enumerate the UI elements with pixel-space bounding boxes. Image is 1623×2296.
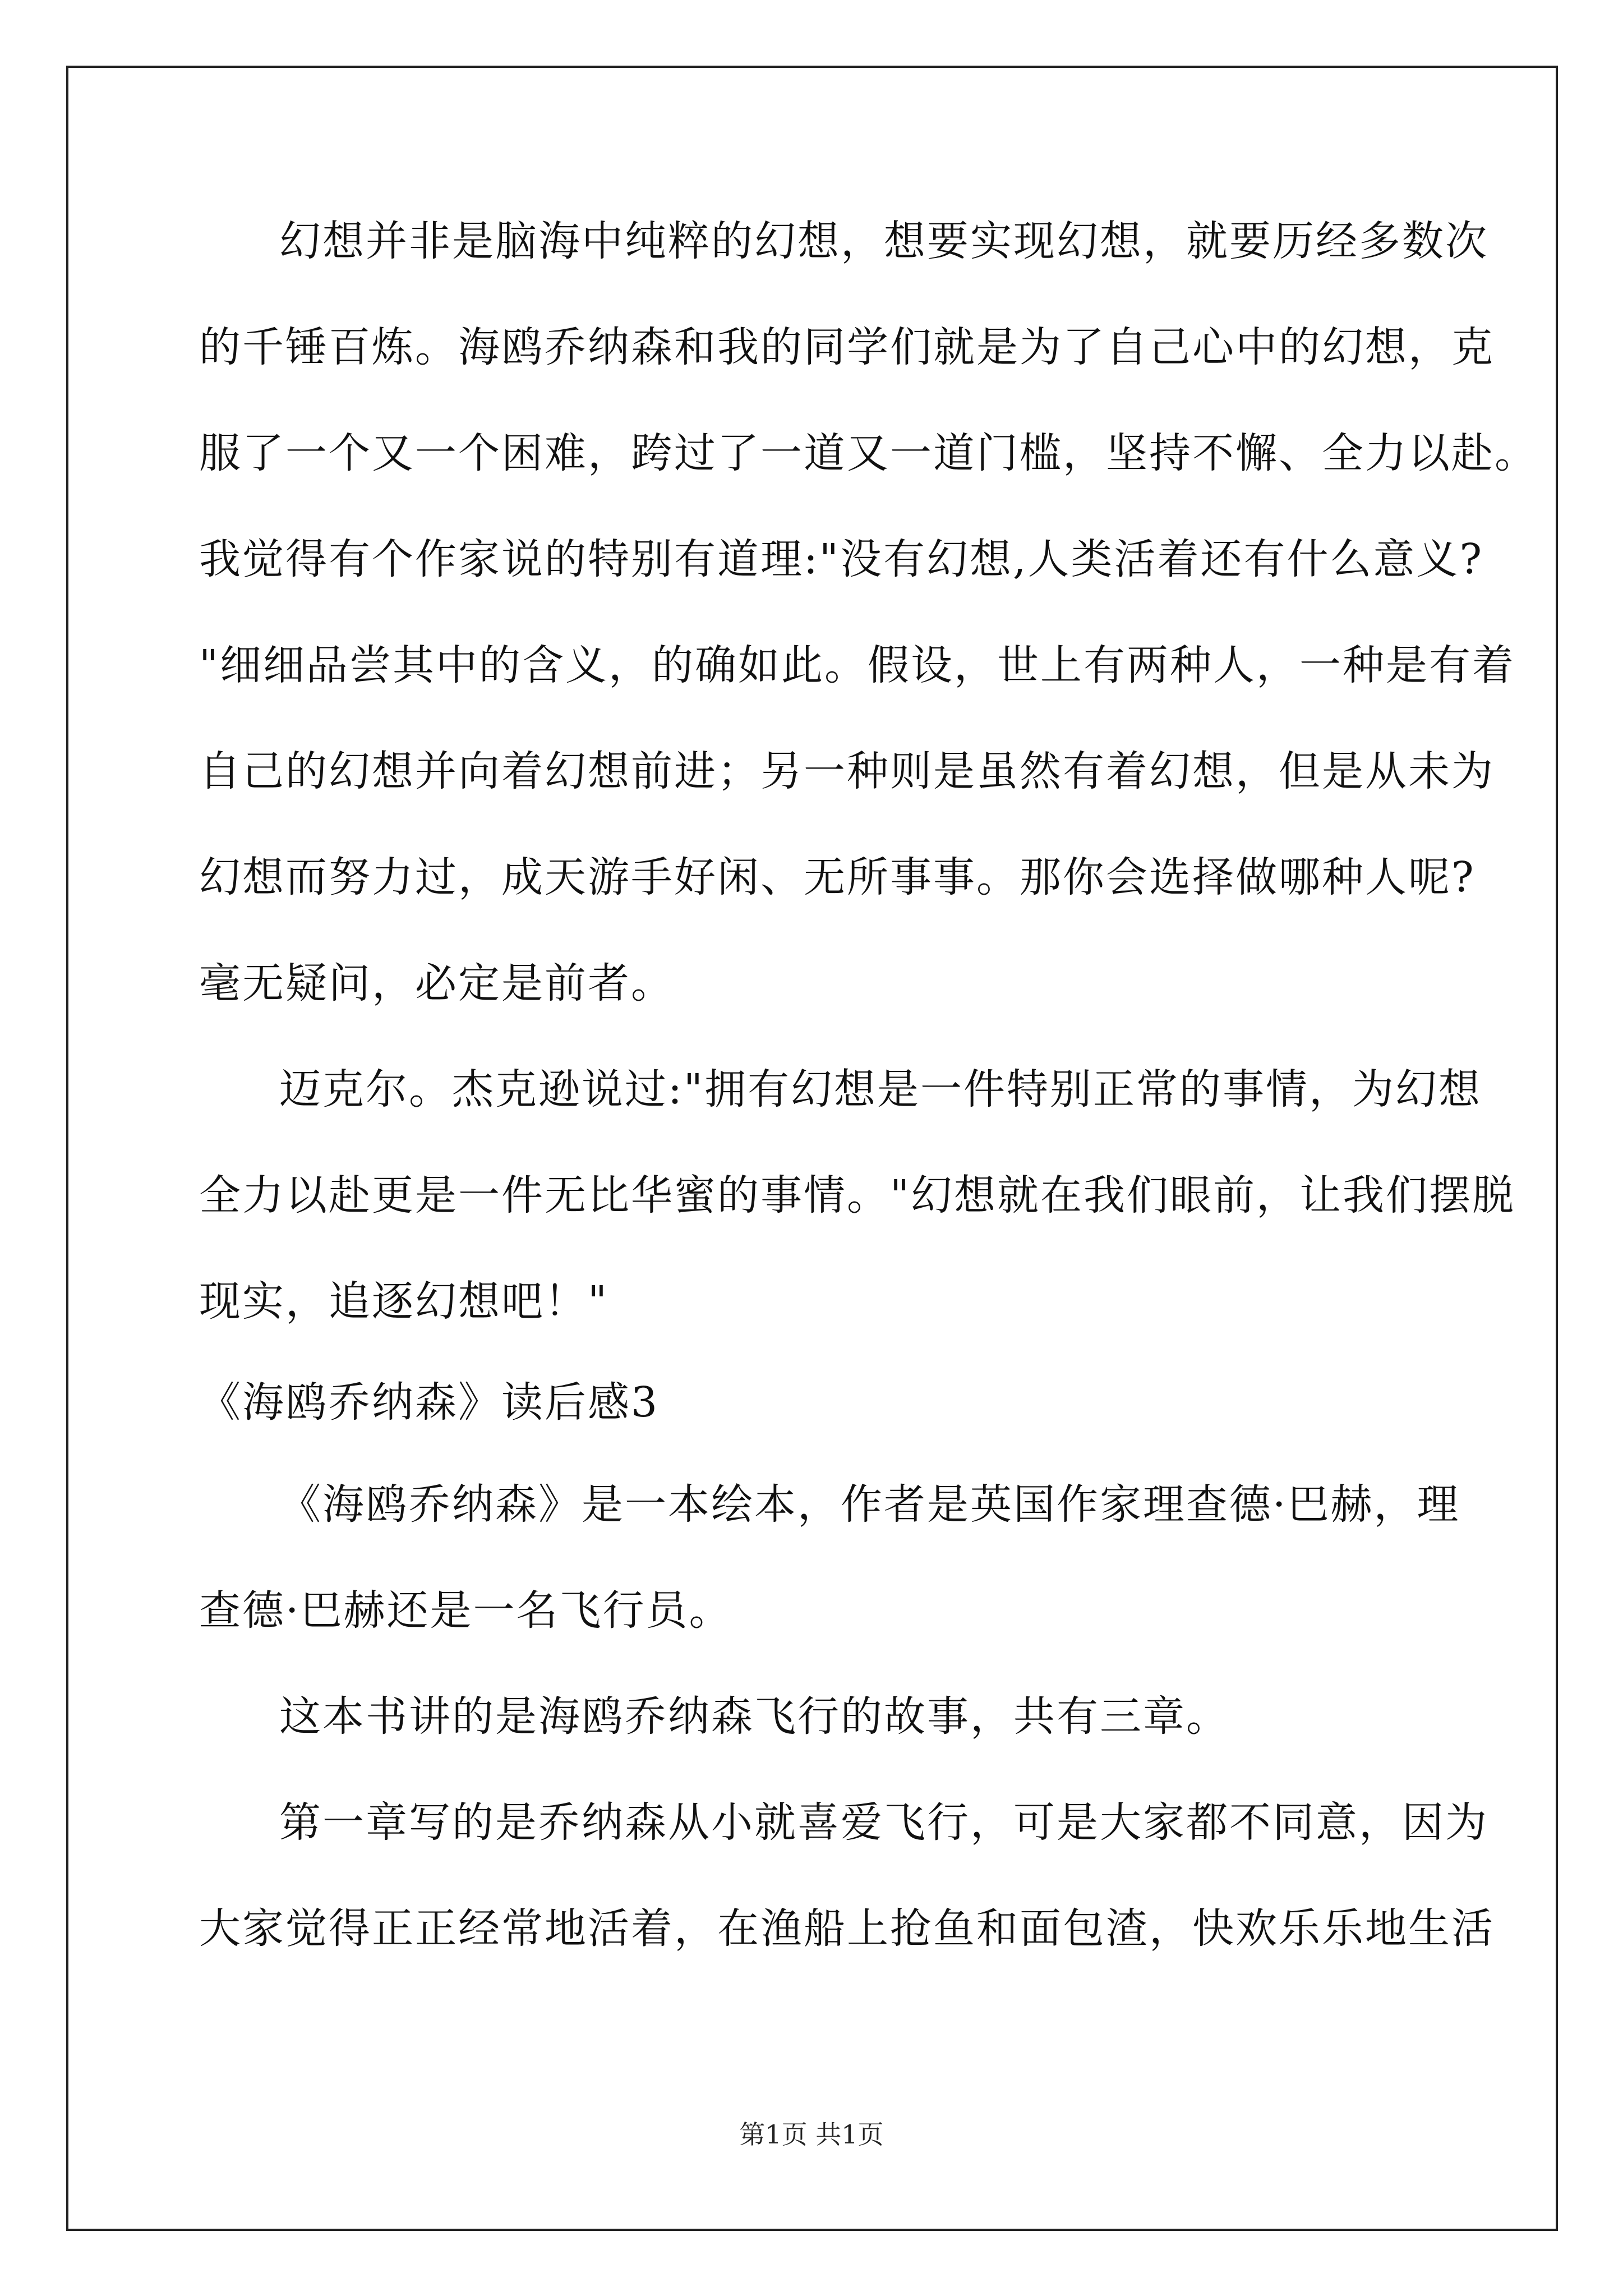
paragraph-line: 的千锤百炼。海鸥乔纳森和我的同学们就是为了自己心中的幻想，克 (199, 323, 1495, 371)
paragraph-line: 我觉得有个作家说的特别有道理:"没有幻想,人类活着还有什么意义? (199, 535, 1484, 583)
paragraph-line: 大家觉得正正经常地活着，在渔船上抢鱼和面包渣，快欢乐乐地生活 (199, 1904, 1495, 1953)
paragraph-line: 幻想并非是脑海中纯粹的幻想，想要实现幻想，就要历经多数次 (279, 217, 1488, 265)
paragraph-line: 全力以赴更是一件无比华蜜的事情。"幻想就在我们眼前，让我们摆脱 (199, 1171, 1516, 1220)
paragraph-line: 自己的幻想并向着幻想前进；另一种则是虽然有着幻想，但是从未为 (199, 747, 1495, 795)
paragraph-line: 幻想而努力过，成天游手好闲、无所事事。那你会选择做哪种人呢? (199, 853, 1476, 901)
paragraph-line: 第一章写的是乔纳森从小就喜爱飞行，可是大家都不同意，因为 (279, 1798, 1488, 1847)
paragraph-line: 这本书讲的是海鸥乔纳森飞行的故事，共有三章。 (279, 1692, 1229, 1741)
paragraph-line: 毫无疑问，必定是前者。 (199, 959, 674, 1007)
paragraph-line: "细细品尝其中的含义，的确如此。假设，世上有两种人，一种是有着 (199, 641, 1516, 689)
section-heading: 《海鸥乔纳森》读后感3 (199, 1378, 660, 1427)
paragraph-line: 查德·巴赫还是一名飞行员。 (199, 1586, 732, 1635)
paragraph-line: 服了一个又一个困难，跨过了一道又一道门槛，坚持不懈、全力以赴。 (199, 429, 1538, 477)
page-number: 第1页 共1页 (739, 2119, 884, 2150)
paragraph-line: 现实，追逐幻想吧！" (199, 1277, 609, 1326)
paragraph-line: 《海鸥乔纳森》是一本绘本，作者是英国作家理查德·巴赫，理 (279, 1480, 1460, 1529)
paragraph-line: 迈克尔。杰克逊说过:"拥有幻想是一件特别正常的事情，为幻想 (279, 1065, 1482, 1114)
